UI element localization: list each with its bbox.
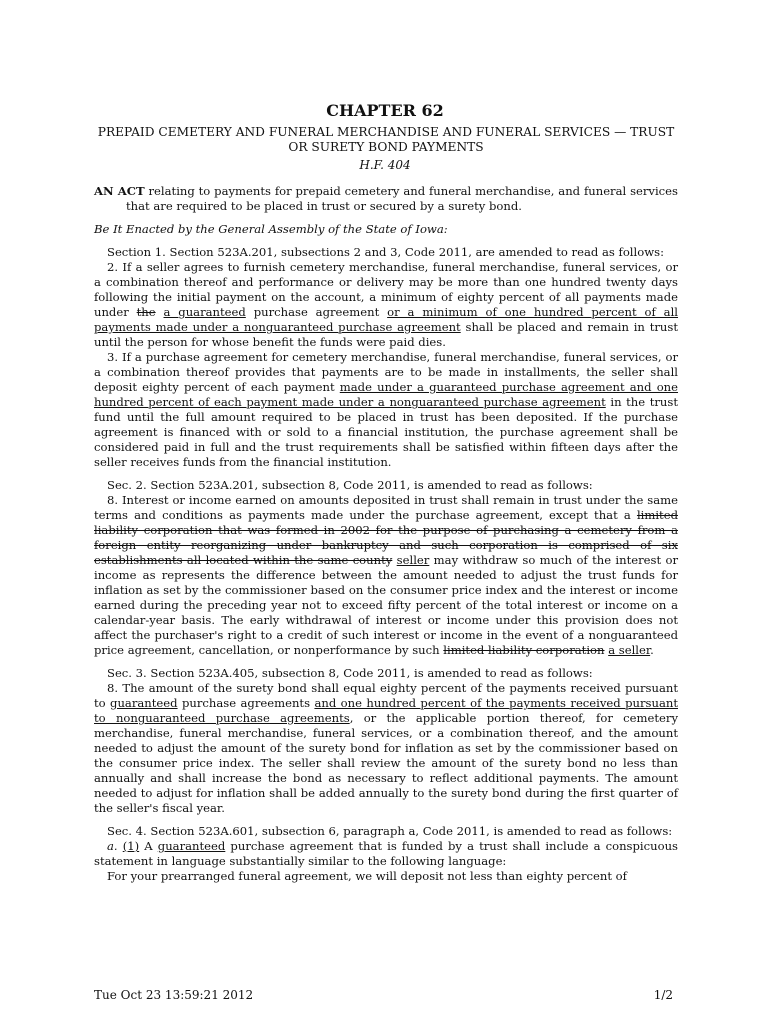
struck-text: limited liability corporation bbox=[443, 643, 605, 657]
bill-number: H.F. 404 bbox=[359, 158, 411, 172]
section-4-intro: Sec. 4. Section 523A.601, subsection 6, paragraph a, Code 2011, is amended to read as follows: bbox=[107, 824, 673, 838]
struck-text: limited liability corporation that was formed in 2002 for the purpose of purchasing a cemetery from a foreign entity reorganizing under bankruptcy and such corporation is comprised of six establishments all located within the same county bbox=[94, 508, 678, 567]
section-1-subsection-3: 3. If a purchase agreement for cemetery merchandise, funeral merchandise, funeral services, or a combination thereof provides that payments are to be made in installments, the seller shall deposit eighty percent of each payment made under a guaranteed purchase agreement and one hundred percent of each payment made under a nonguaranteed purchase agreement in the trust fund until the full amount required to be placed in trust has been deposited. If the purchase agreement is financed with or sold to a financial institution, the purchase agreement shall be considered paid in full and the trust requirements shall be satisfied within fifteen days after the seller receives funds from the financial institution. bbox=[94, 350, 679, 469]
section-3-intro: Sec. 3. Section 523A.405, subsection 8, Code 2011, is amended to read as follows: bbox=[107, 666, 593, 680]
footer-timestamp: Tue Oct 23 13:59:21 2012 bbox=[94, 988, 254, 1002]
document-body bbox=[94, 184, 678, 884]
struck-text: the bbox=[136, 305, 156, 319]
section-1-intro: Section 1. Section 523A.201, subsections 2 and 3, Code 2011, are amended to read as follows: bbox=[107, 245, 664, 259]
inserted-text: guaranteed bbox=[157, 839, 226, 853]
inserted-text: or a minimum of one hundred percent of all payments made under a nonguaranteed purchase agreement bbox=[94, 305, 679, 334]
section-4-paragraph-a: a. (1) A guaranteed purchase agreement that is funded by a trust shall include a conspicuous statement in language substantially similar to the following language: bbox=[94, 839, 678, 868]
section-2-subsection-8: 8. Interest or income earned on amounts deposited in trust shall remain in trust under the same terms and conditions as payments made under the purchase agreement, except that a limited liability corporation that was formed in 2002 for the purpose of purchasing a cemetery from a foreign entity reorganizing under bankruptcy and such corporation is comprised of six establishments all located within the same county seller may withdraw so much of the interest or income as represents the difference between the amount needed to adjust the trust funds for inflation as set by the commissioner based on the consumer price index and the interest or income earned during the preceding year not to exceed fifty percent of the total interest or income on a calendar-year basis. The early withdrawal of interest or income under this provision does not affect the purchaser's right to a credit of such interest or income in the event of a nonguaranteed price agreement, cancellation, or nonperformance by such limited liability corporation a seller. bbox=[94, 493, 678, 657]
inserted-text: (1) bbox=[122, 839, 140, 853]
inserted-text: made under a guaranteed purchase agreement and one hundred percent of each payment made under a nonguaranteed purchase agreement bbox=[94, 380, 679, 409]
section-2-intro: Sec. 2. Section 523A.201, subsection 8, Code 2011, is amended to read as follows: bbox=[107, 478, 593, 492]
inserted-text: and one hundred percent of the payments received pursuant to nonguaranteed purchase agreements bbox=[94, 696, 678, 725]
enacting-clause: Be It Enacted by the General Assembly of the State of Iowa: bbox=[94, 222, 448, 236]
chapter-subtitle: PREPAID CEMETERY AND FUNERAL MERCHANDISE AND FUNERAL SERVICES — TRUST OR SURETY BOND PAYMENTS bbox=[97, 125, 675, 154]
section-3-subsection-8: 8. The amount of the surety bond shall equal eighty percent of the payments received pursuant to guaranteed purchase agreements and one hundred percent of the payments received pursuant to nonguaranteed purchase agreements, or the applicable portion thereof, for cemetery merchandise, funeral merchandise, funeral services, or a combination thereof, and the amount needed to adjust the amount of the surety bond for inflation as set by the commissioner based on the consumer price index. The seller shall review the amount of the surety bond no less than annually and shall increase the bond as necessary to reflect additional payments. The amount needed to adjust for inflation shall be added annually to the surety bond during the first quarter of the seller's fiscal year. bbox=[94, 681, 679, 815]
inserted-text: seller bbox=[396, 553, 430, 567]
act-text: relating to payments for prepaid cemetery and funeral merchandise, and funeral services that are required to be placed in trust or secured by a surety bond. bbox=[126, 184, 678, 213]
act-label: AN ACT bbox=[94, 184, 145, 198]
inserted-text: a guaranteed bbox=[163, 305, 246, 319]
act-title bbox=[94, 184, 678, 214]
page-number: 1/2 bbox=[653, 988, 673, 1002]
section-1-subsection-2: 2. If a seller agrees to furnish cemetery merchandise, funeral merchandise, funeral services, or a combination thereof and performance or delivery may be more than one hundred twenty days following the initial payment on the account, a minimum of eighty percent of all payments made under the a guaranteed purchase agreement or a minimum of one hundred percent of all payments made under a nonguaranteed purchase agreement shall be placed and remain in trust until the person for whose benefit the funds were paid dies. bbox=[94, 260, 679, 349]
inserted-text: guaranteed bbox=[110, 696, 178, 710]
inserted-text: a seller bbox=[608, 643, 651, 657]
section-4-quote: For your prearranged funeral agreement, we will deposit not less than eighty percent of bbox=[107, 869, 627, 883]
chapter-title: CHAPTER 62 bbox=[326, 101, 444, 120]
